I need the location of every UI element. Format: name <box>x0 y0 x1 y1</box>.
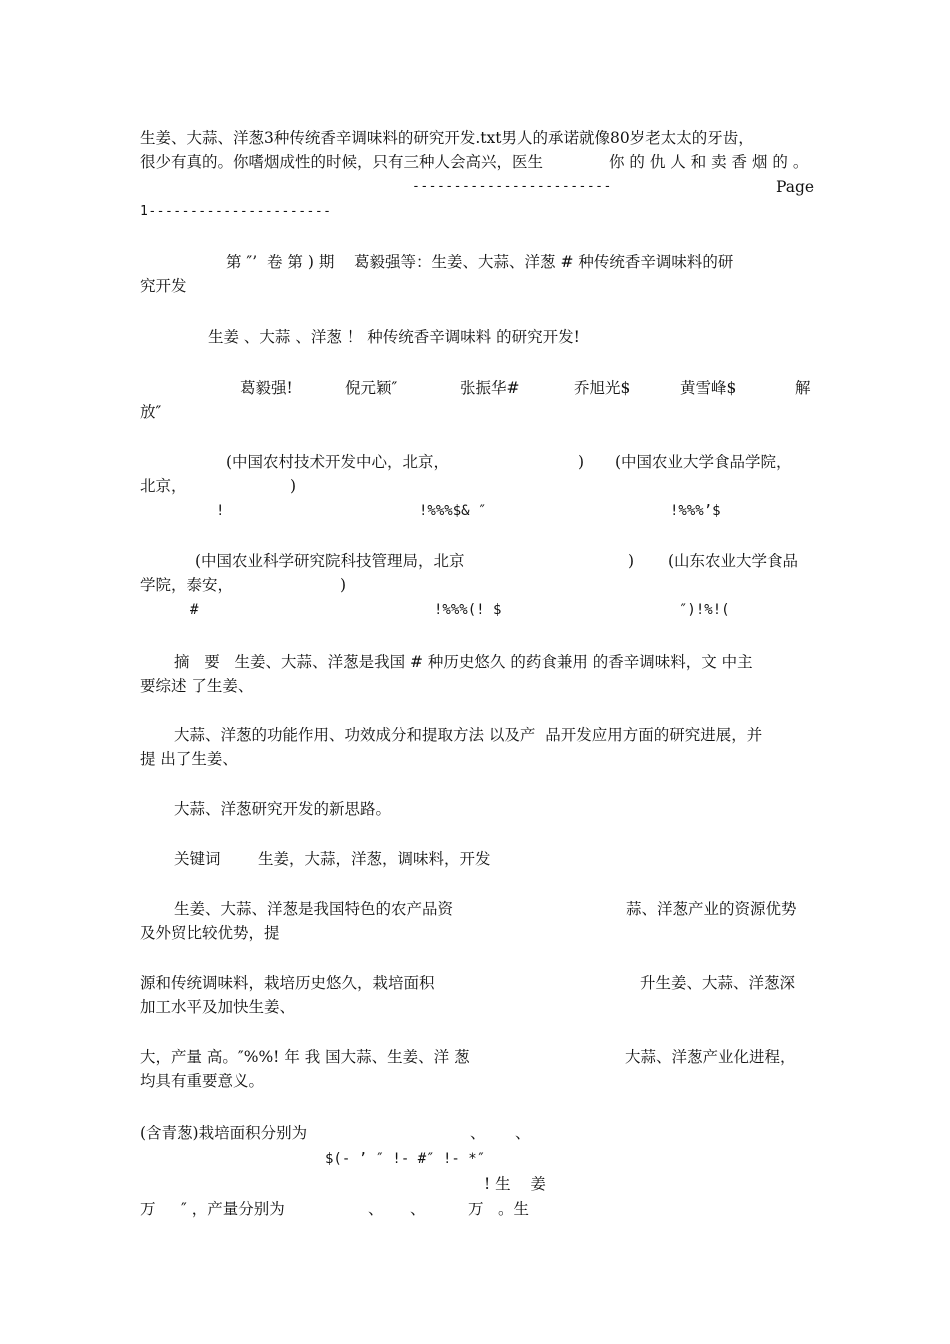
page-label: Page <box>776 178 815 196</box>
article-title: 生姜 、大蒜 、洋葱 ！ 种传统香辛调味料 的研究开发! <box>208 328 580 346</box>
abstract-text: 摘 要 生姜、大蒜、洋葱是我国 # 种历史悠久 的药食兼用 的香辛调味料，文 中主 <box>174 653 753 671</box>
body-text: 、 <box>410 1200 426 1218</box>
garbled-code: # <box>190 602 199 618</box>
header-quote-line-end: 你 的 仇 人 和 卖 香 烟 的 。 <box>609 153 809 171</box>
body-text: ! 生 姜 <box>484 1175 546 1193</box>
page-separator-dashes: ------------------------ <box>412 179 612 194</box>
garbled-code: !%%%’$ <box>670 503 721 519</box>
body-text: 生姜、大蒜、洋葱是我国特色的农产品资 <box>174 900 454 918</box>
garbled-code: ! <box>216 503 225 519</box>
keywords-label: 关键词 <box>174 850 221 868</box>
affiliation-3-close: ) <box>628 552 635 570</box>
body-text: 万 <box>468 1200 484 1218</box>
abstract-text: 大蒜、洋葱研究开发的新思路。 <box>174 800 392 818</box>
affiliation-2-close: ) <box>290 477 297 495</box>
body-text: 及外贸比较优势，提 <box>140 924 280 942</box>
header-quote-line: 很少有真的。你嗜烟成性的时候，只有三种人会高兴，医生 <box>140 153 544 171</box>
author-1: 葛毅强! <box>240 379 293 397</box>
body-text: 升生姜、大蒜、洋葱深 <box>640 974 796 992</box>
author-6-cont: 放″ <box>140 403 162 421</box>
body-text: 、 <box>515 1124 531 1142</box>
affiliation-4-city: 学院，泰安， <box>140 576 234 594</box>
affiliation-1: (中国农村技术开发中心，北京， <box>226 453 450 471</box>
garbled-code: ″)!%!( <box>679 602 730 618</box>
abstract-text: 要综述 了生姜、 <box>140 677 254 695</box>
author-3: 张振华# <box>460 379 520 397</box>
affiliation-4-close: ) <box>340 576 347 594</box>
abstract-text: 大蒜、洋葱的功能作用、功效成分和提取方法 以及产 品开发应用方面的研究进展，并 <box>174 726 763 744</box>
affiliation-2: (中国农业大学食品学院， <box>615 453 792 471</box>
body-text: 、 <box>470 1124 486 1142</box>
body-text: 大蒜、洋葱产业化进程， <box>625 1048 796 1066</box>
author-5: 黄雪峰$ <box>680 379 737 397</box>
body-text: (含青葱)栽培面积分别为 <box>140 1124 308 1142</box>
affiliation-1-close: ) <box>578 453 585 471</box>
author-2: 倪元颖″ <box>345 379 398 397</box>
abstract-text: 提 出了生姜、 <box>140 750 238 768</box>
body-text: 、 <box>368 1200 384 1218</box>
body-text: 大，产量 高。″%%! 年 我 国大蒜、生姜、洋 葱 <box>140 1048 470 1066</box>
body-text: 源和传统调味料，栽培历史悠久，栽培面积 <box>140 974 435 992</box>
affiliation-3: (中国农业科学研究院科技管理局，北京 <box>195 552 465 570</box>
body-text: 加工水平及加快生姜、 <box>140 998 296 1016</box>
garbled-code: !%%%$& ″ <box>419 503 487 519</box>
header-title-line: 生姜、大蒜、洋葱3种传统香辛调味料的研究开发.txt男人的承诺就像80岁老太太的牙齿， <box>140 129 754 147</box>
author-4: 乔旭光$ <box>574 379 631 397</box>
body-text: 。生 <box>498 1200 530 1218</box>
body-text: 蒜、洋葱产业的资源优势 <box>626 900 797 918</box>
garbled-code: !%%%(! $ <box>434 602 502 618</box>
page-number-line: 1---------------------- <box>140 204 332 219</box>
body-text: 万 <box>140 1200 156 1218</box>
running-head: 第 ″’ 卷 第 ) 期 葛毅强等：生姜、大蒜、洋葱 # 种传统香辛调味料的研 <box>226 253 734 271</box>
affiliation-2-city: 北京， <box>140 477 187 495</box>
running-head-cont: 究开发 <box>140 277 187 295</box>
keywords: 生姜，大蒜，洋葱，调味料，开发 <box>258 850 491 868</box>
author-6: 解 <box>795 379 811 397</box>
affiliation-4: (山东农业大学食品 <box>668 552 799 570</box>
garbled-code: $(- ’ ″ !- #″ !- *″ <box>325 1151 486 1167</box>
body-text: 均具有重要意义。 <box>140 1072 265 1090</box>
body-text: ″ ，产量分别为 <box>181 1200 285 1218</box>
